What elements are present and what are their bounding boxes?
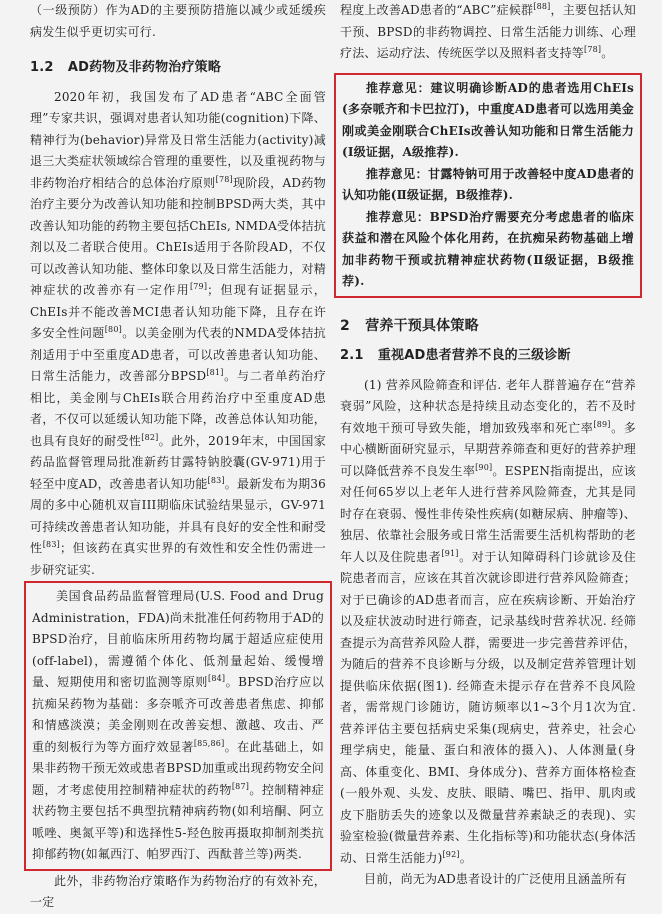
left-top-text: （一级预防）作为AD的主要预防措施以减少或延缓疾病发生似乎更切实可行. [30,3,326,39]
section-2-1-heading [340,345,636,367]
section-title: 营养干预具体策略 [365,317,479,334]
right-bottom-text: 目前，尚无为AD患者设计的广泛使用且涵盖所有 [364,872,627,886]
citation: [92] [442,849,460,859]
citation: [80] [104,325,122,334]
citation: [89] [593,419,611,429]
paragraph-abc-management: 2020年初，我国发布了AD患者“ABC全面管理”专家共识，强调对患者认知功能(cognition)下降、精神行为(behavior)异常及日常生活能力(activity)减退三大类症状领域综合管理的重要性，以及重视药物与非药物治疗相结合的总体治疗原则[78]现阶段，AD药物治疗主要分为改善认知功能和控制BPSD两大类，其中改善认知功能的药物主要包括ChEIs, NMDA受体拮抗剂以及二者联合使用。ChEIs适用于各阶段AD，不仅可以改善认知功能、整体印象以及日常生活能力，对精神症状的改善亦有一定作用[79]；但现有证据显示，ChEIs并不能改善MCI患者认知功能下降，且存在许多安全性问题[80]。以美金刚为代表的NMDA受体拮抗剂适用于中至重度AD患者，可以改善患者认知功能、日常生活能力，改善部分BPSD[81]。与二者单药治疗相比，美金刚与ChEIs联合用药治疗中至重度AD患者，不仅可以延缓认知功能下降，改善总体认知功能，也具有良好的耐受性[82]。此外，2019年末，中国国家药品监督管理局批准新药甘露特钠胶囊(GV-971)用于轻至中度AD，改善患者认知功能[83]。最新发布为期36周的多中心随机双盲III期临床试验结果显示，GV-971可持续改善患者认知功能，并具有良好的安全性和耐受性[83]；但该药在真实世界的有效性和安全性仍需进一步研究证实. [30,89,327,577]
citation: [91] [441,548,459,558]
citation: [83] [207,475,225,485]
paragraph-nonpharm-continued: 程度上改善AD患者的“ABC”症候群[88]，主要包括认知干预、BPSD的非药物调控、日常生活能力训练、心理疗法、运动疗法、传统医学以及照料者支持等[78]。 [340,2,636,60]
paragraph-nutrition-screening: (1) 营养风险筛查和评估. 老年人群普遍存在“营养衰弱”风险，这种状态是持续且动态变化的，若不及时有效地干预可导致失能，增加致残率和死亡率[89]。多中心横断面研究显示，早期营养筛查和更好的营养护理可以降低营养不良发生率[90]。ESPEN指南提出，应该对任何65岁以上老年人进行营养风险筛查，尤其是同时存在衰弱、慢性非传染性疾病(如糖尿病、肿瘤等)、独居、依靠社会服务或日常生活需要生活机构帮助的老年人以及住院患者[91]。对于认知障碍科门诊就诊及住院患者而言，应该在其首次就诊即进行营养风险筛查；对于已确诊的AD患者而言，应在疾病诊断、开始治疗以及症状波动时进行筛查，记录基线时营养状况. 经筛查提示为高营养风险人群，需要进一步完善营养评估，为随后的营养不良诊断与分级，以及制定营养管理计划提供临床依据(图1). 经筛查未提示存在营养不良风险者，需常规门诊随访，随访频率以1~3个月1次为宜. 营养评估主要包括病史采集(现病史，营养史，社会心理学病史，能量、蛋白和液体的摄入)、人体测量(身高、体重变化、BMI、身体成分)、营养方面体格检查(一般外观、头发、皮肤、眼睛、嘴巴、指甲、肌肉或皮下脂肪丢失的迹象以及微量营养素缺乏的表现)、实验室检验(微量营养素、生化指标等)和功能状态(身体活动、日常生活能力)[92]。 [340,377,636,865]
citation: [83] [42,540,60,549]
citation: [88] [533,2,551,11]
citation: [85,86] [193,738,225,748]
citation: [78] [584,45,602,54]
right-column [340,0,636,891]
section-1-2-heading [30,57,326,79]
citation: [81] [206,368,224,377]
citation: [84] [208,674,226,683]
recommendation-3: 推荐意见：BPSD治疗需要充分考虑患者的临床获益和潜在风险个体化用药，在抗痴呆药物基础上增加非药物干预或抗精神症状药物(Ⅱ级证据，B级推荐). [342,209,634,288]
left-bottom-text: 此外，非药物治疗策略作为药物治疗的有效补充，一定 [30,873,326,909]
highlight-box-bpsd [24,581,332,871]
citation: [78] [215,174,233,184]
section-title: 重视AD患者营养不良的三级诊断 [377,348,571,363]
recommendation-1: 推荐意见：建议明确诊断AD的患者选用ChEIs (多奈哌齐和卡巴拉汀)，中重度AD患者可以选用美金刚或美金刚联合ChEIs改善认知功能和日常生活能力(Ⅰ级证据，A级推荐). [342,80,634,159]
citation: [90] [475,462,493,472]
citation: [79] [189,282,208,291]
section-number: 1.2 [30,60,54,75]
recommendation-2: 推荐意见：甘露特钠可用于改善轻中度AD患者的认知功能(Ⅱ级证据，B级推荐). [342,166,634,202]
citation: [87] [231,781,250,791]
section-number: 2.1 [340,348,364,363]
section-2-heading [340,316,636,338]
section-title: AD药物及非药物治疗策略 [67,60,222,75]
left-column [30,0,326,914]
citation: [82] [141,432,159,442]
paragraph-fda-bpsd: 美国食品药品监督管理局(U.S. Food and Drug Administration，FDA)尚未批准任何药物用于AD的BPSD治疗，目前临床所用药物均属于超适应症使用(off-label)，需遵循个体化、低剂量起始、缓慢增量、短期使用和密切监测等原则[84]。BPSD治疗应以抗痴呆药物为基础：多奈哌齐可改善患者焦虑、抑郁和情感淡漠；美金刚则在改善妄想、激越、攻击、严重的刻板行为等方面疗效显著[85,86]。在此基础上，如果非药物干预无效或患者BPSD加重或出现药物安全问题，才考虑使用控制精神症状的药物[87]。控制精神症状药物主要包括不典型抗精神病药物(如利培酮、阿立哌唑、奥氮平等)和选择性5-羟色胺再摄取抑制剂类抗抑郁药物(如氟西汀、帕罗西汀、西酞普兰等)两类. [32,589,324,861]
section-number: 2 [340,317,350,334]
recommendation-box [334,73,642,298]
